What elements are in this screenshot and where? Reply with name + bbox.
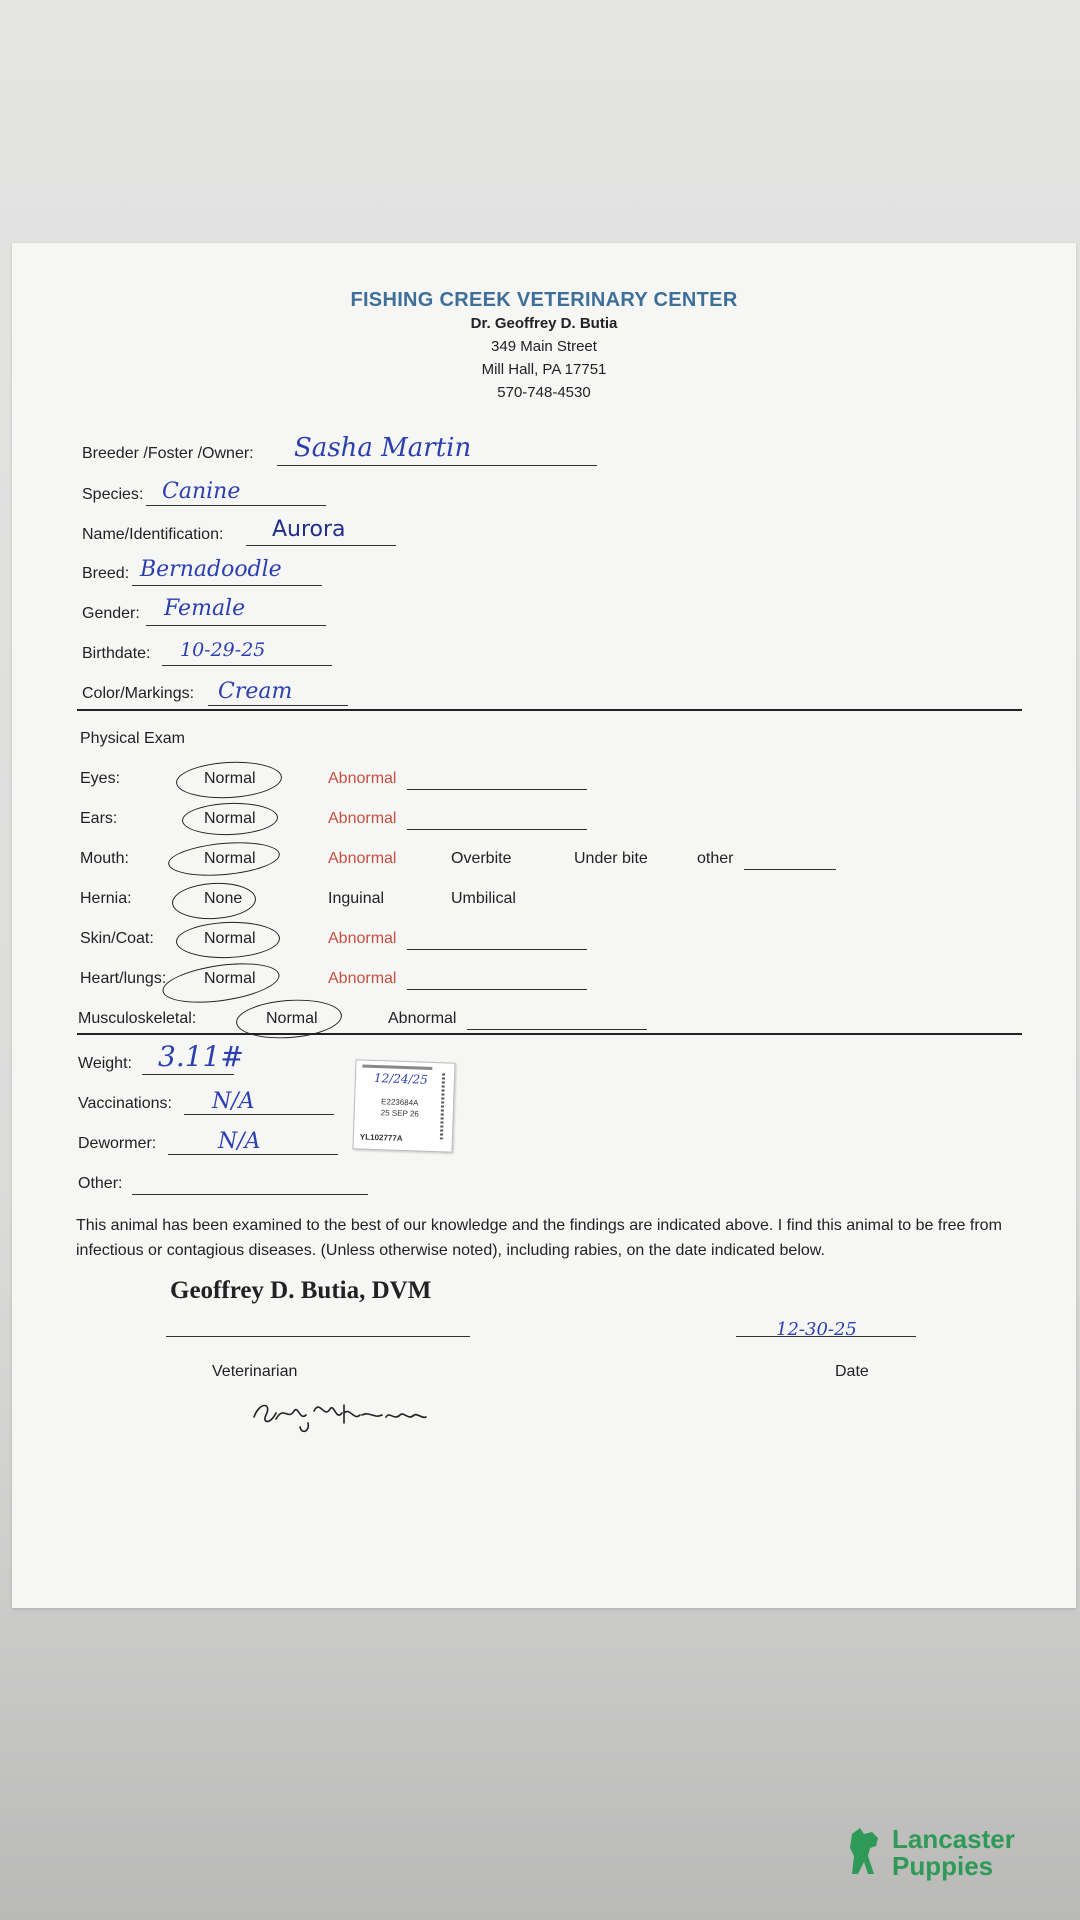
dog-icon xyxy=(846,1826,886,1876)
vet-handwritten-signature xyxy=(250,1395,430,1439)
sticker-serial: YL102777A xyxy=(359,1132,403,1143)
date-value: 12-30-25 xyxy=(776,1319,857,1340)
name-label: Name/Identification: xyxy=(82,526,224,543)
underbite-option: Under bite xyxy=(574,850,648,867)
dewormer-underline xyxy=(168,1154,338,1155)
sticker-side-barcode xyxy=(440,1073,445,1139)
owner-underline xyxy=(277,465,597,466)
gender-label: Gender: xyxy=(82,605,140,622)
normal-option: Normal xyxy=(204,770,256,787)
normal-option: Normal xyxy=(204,930,256,947)
section-divider-bottom xyxy=(77,1033,1022,1035)
breed-underline xyxy=(132,585,322,586)
other-option: other xyxy=(697,850,734,867)
other-label: Other: xyxy=(78,1175,123,1192)
vet-label: Veterinarian xyxy=(212,1363,298,1380)
selection-circle xyxy=(175,920,280,960)
vaccine-lot-sticker xyxy=(352,1059,455,1152)
other-underline xyxy=(132,1194,368,1195)
owner-label: Breeder /Foster /Owner: xyxy=(82,445,254,462)
exam-row-label: Ears: xyxy=(80,810,118,827)
gender-value: Female xyxy=(164,596,246,621)
exam-row-label: Musculoskeletal: xyxy=(78,1010,197,1027)
abnormal-underline xyxy=(407,789,587,790)
clinic-name: FISHING CREEK VETERINARY CENTER xyxy=(350,289,738,311)
vet-printed-name: Geoffrey D. Butia, DVM xyxy=(170,1277,432,1304)
selection-circle xyxy=(167,838,281,880)
abnormal-underline xyxy=(407,989,587,990)
exam-title: Physical Exam xyxy=(80,730,185,747)
date-label: Date xyxy=(835,1363,869,1380)
exam-row-label: Skin/Coat: xyxy=(80,930,154,947)
birthdate-underline xyxy=(162,665,332,666)
abnormal-option: Abnormal xyxy=(328,850,397,867)
birthdate-value: 10-29-25 xyxy=(180,639,266,661)
owner-value: Sasha Martin xyxy=(294,433,472,463)
abnormal-underline xyxy=(467,1029,647,1030)
clinic-city: Mill Hall, PA 17751 xyxy=(481,361,607,378)
color-label: Color/Markings: xyxy=(82,685,195,702)
abnormal-option: Abnormal xyxy=(388,1010,457,1027)
sticker-expiry: 25 SEP 26 xyxy=(380,1108,419,1119)
section-divider-top xyxy=(77,709,1022,711)
abnormal-option: Abnormal xyxy=(328,930,397,947)
exam-row-label: Mouth: xyxy=(80,850,129,867)
weight-label: Weight: xyxy=(78,1055,132,1072)
dewormer-label: Dewormer: xyxy=(78,1135,157,1152)
dewormer-value: N/A xyxy=(218,1129,261,1154)
other-underline xyxy=(744,869,836,870)
exam-row-label: Eyes: xyxy=(80,770,121,787)
exam-row-label: Heart/lungs: xyxy=(80,970,167,987)
birthdate-label: Birthdate: xyxy=(82,645,151,662)
exam-statement: This animal has been examined to the best of our knowledge and the findings are indicated above. I find this animal to be free from infectious or contagious diseases. (Unless otherwise noted), including rabies, on the date indicated below. xyxy=(76,1217,1002,1259)
normal-option: Normal xyxy=(204,810,256,827)
abnormal-underline xyxy=(407,949,587,950)
logo-text xyxy=(892,1826,1015,1880)
color-value: Cream xyxy=(218,679,293,704)
selection-circle xyxy=(160,957,282,1009)
logo-line-2: Puppies xyxy=(892,1851,994,1881)
gender-underline xyxy=(146,625,326,626)
exam-form-paper xyxy=(12,243,1076,1608)
weight-underline xyxy=(142,1074,234,1075)
species-value: Canine xyxy=(162,479,241,504)
normal-option: Normal xyxy=(204,970,256,987)
overbite-option: Overbite xyxy=(451,850,512,867)
breed-value: Bernadoodle xyxy=(140,557,282,582)
vaccinations-underline xyxy=(184,1114,334,1115)
vaccinations-label: Vaccinations: xyxy=(78,1095,172,1112)
inguinal-option: Inguinal xyxy=(328,890,385,907)
abnormal-option: Abnormal xyxy=(328,970,397,987)
abnormal-option: Abnormal xyxy=(328,810,397,827)
none-option: None xyxy=(204,890,243,907)
breed-label: Breed: xyxy=(82,565,130,582)
exam-row-label: Hernia: xyxy=(80,890,132,907)
species-label: Species: xyxy=(82,486,144,503)
abnormal-option: Abnormal xyxy=(328,770,397,787)
normal-option: Normal xyxy=(266,1010,318,1027)
color-underline xyxy=(208,705,348,706)
sticker-lot-code: E223684A xyxy=(380,1097,419,1108)
weight-value: 3.11# xyxy=(158,1040,244,1073)
logo-line-1: Lancaster xyxy=(892,1824,1015,1854)
normal-option: Normal xyxy=(204,850,256,867)
name-underline xyxy=(246,545,396,546)
selection-circle xyxy=(175,759,283,800)
selection-circle xyxy=(171,881,257,921)
abnormal-underline xyxy=(407,829,587,830)
doctor-name: Dr. Geoffrey D. Butia xyxy=(470,315,618,332)
name-value: Aurora xyxy=(272,517,346,542)
sticker-barcode-line xyxy=(362,1065,432,1070)
lancaster-puppies-logo xyxy=(846,1824,1015,1881)
vaccinations-value: N/A xyxy=(212,1089,255,1114)
clinic-phone: 570-748-4530 xyxy=(497,384,591,401)
vet-signature-line xyxy=(166,1336,470,1337)
selection-circle xyxy=(181,801,278,836)
umbilical-option: Umbilical xyxy=(451,890,516,907)
clinic-street: 349 Main Street xyxy=(491,338,597,355)
date-line xyxy=(736,1336,916,1337)
species-underline xyxy=(146,505,326,506)
sticker-date: 12/24/25 xyxy=(373,1070,429,1087)
